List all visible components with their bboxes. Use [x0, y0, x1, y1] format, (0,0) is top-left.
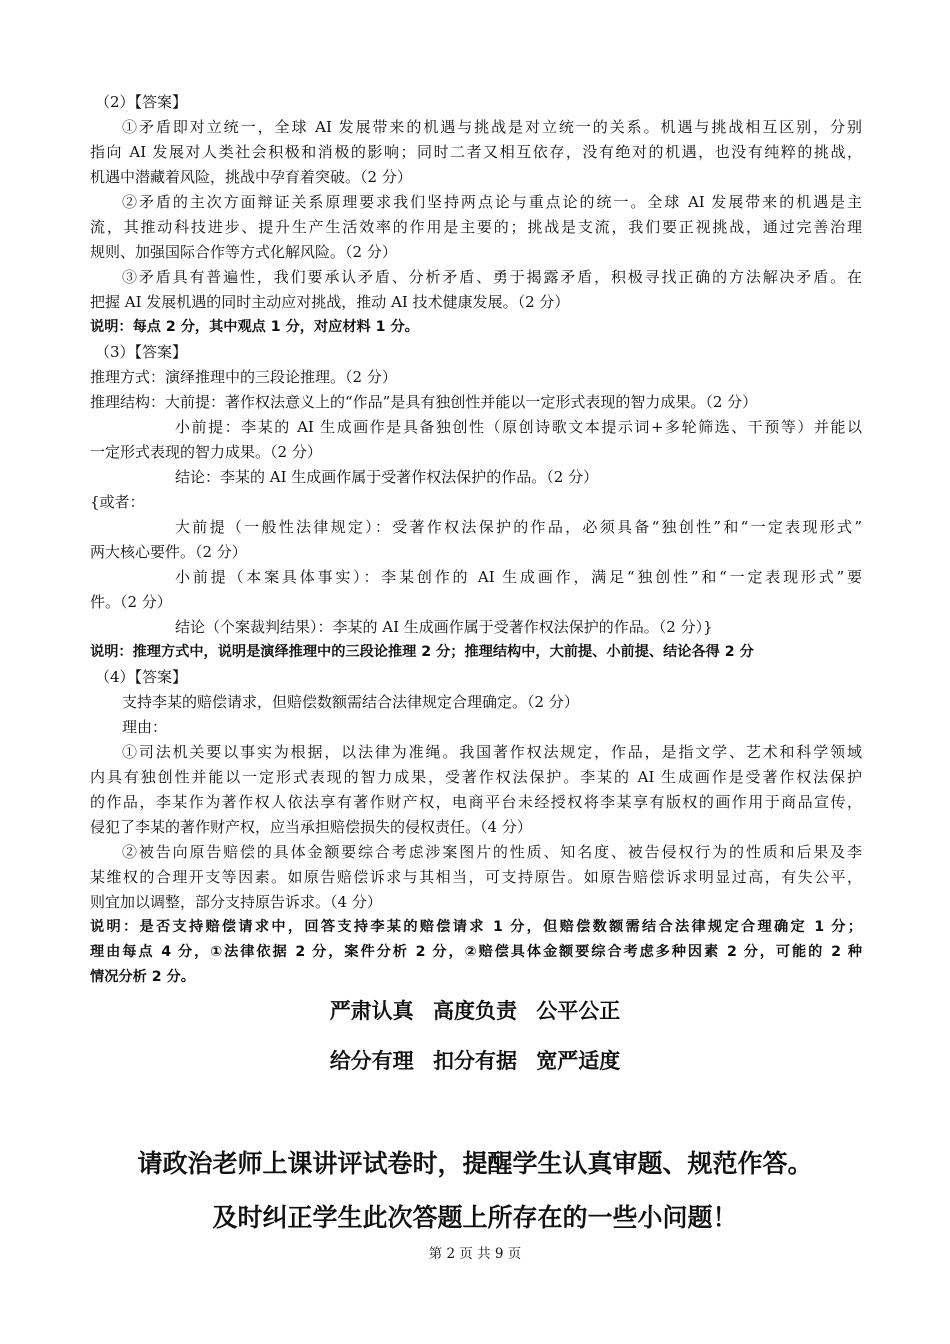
- q2-p2-line1: ②矛盾的主次方面辩证关系原理要求我们坚持两点论与重点论的统一。全球 AI 发展带来的机遇是主: [122, 193, 862, 211]
- q2-p3-line1: ③矛盾具有普遍性，我们要承认矛盾、分析矛盾、勇于揭露矛盾，积极寻找正确的方法解决矛盾。在: [122, 268, 862, 286]
- teacher-reminder-line1: 请政治老师上课讲评试卷时，提醒学生认真审题、规范作答。: [137, 1149, 813, 1178]
- q3-header: （3）【答案】: [95, 343, 188, 361]
- q3-method: 推理方式：演绎推理中的三段论推理。（2 分）: [90, 368, 397, 386]
- q3-minor-line2: 一定形式表现的智力成果。（2 分）: [90, 443, 322, 461]
- q2-p1-line1: ①矛盾即对立统一，全球 AI 发展带来的机遇与挑战是对立统一的关系。机遇与挑战相互区别，分别: [122, 118, 862, 136]
- q3-alt-major-line2: 两大核心要件。（2 分）: [90, 543, 247, 561]
- q4-scoring-note-line1: 说明：是否支持赔偿请求中，回答支持李某的赔偿请求 1 分，但赔偿数额需结合法律规定合理确定 1 分；: [90, 919, 862, 935]
- q3-alt-label: {或者：: [90, 493, 145, 511]
- q4-header: （4）【答案】: [95, 668, 188, 686]
- q4-r1-line1: ①司法机关要以事实为根据，以法律为准绳。我国著作权法规定，作品，是指文学、艺术和科学领域: [122, 743, 862, 761]
- q4-r1-line2: 内具有独创性并能以一定形式表现的智力成果，受著作权法保护。李某的 AI 生成画作是受著作权法保护: [90, 768, 862, 786]
- grading-motto-line1: 严肃认真 高度负责 公平公正: [329, 999, 621, 1023]
- teacher-reminder-line2: 及时纠正学生此次答题上所存在的一些小问题！: [212, 1203, 738, 1232]
- q4-r2-line3: 则宜加以调整，部分支持原告诉求。（4 分）: [90, 893, 382, 911]
- q3-alt-minor-line1: 小前提（本案具体事实）：李某创作的 AI 生成画作，满足“独创性”和“一定表现形式”要: [175, 568, 862, 586]
- q2-scoring-note: 说明：每点 2 分，其中观点 1 分，对应材料 1 分。: [90, 319, 419, 335]
- q4-r1-line3: 的作品，李某作为著作权人依法享有著作财产权，电商平台未经授权将李某享有版权的画作用于商品宣传，: [90, 793, 862, 811]
- q4-r2-line2: 某维权的合理开支等因素。如原告赔偿诉求与其相当，可支持原告。如原告赔偿诉求明显过高，有失公平，: [90, 868, 862, 886]
- page-number: 第 2 页 共 9 页: [428, 1246, 522, 1262]
- q2-p1-line2: 指向 AI 发展对人类社会积极和消极的影响；同时二者又相互依存，没有绝对的机遇，也没有纯粹的挑战，: [90, 143, 862, 161]
- q2-p2-line3: 规则、加强国际合作等方式化解风险。（2 分）: [90, 243, 397, 261]
- q3-alt-major-line1: 大前提（一般性法律规定）：受著作权法保护的作品，必须具备“独创性”和“一定表现形式”: [175, 518, 862, 536]
- q4-r1-line4: 侵犯了李某的著作财产权，应当承担赔偿损失的侵权责任。（4 分）: [90, 818, 532, 836]
- q4-scoring-note-line3: 情况分析 2 分。: [90, 969, 195, 985]
- q3-scoring-note: 说明：推理方式中，说明是演绎推理中的三段论推理 2 分；推理结构中，大前提、小前提、结论各得 2 分: [90, 644, 754, 660]
- q4-reason-label: 理由：: [122, 718, 168, 736]
- q2-header: （2）【答案】: [95, 93, 188, 111]
- q4-scoring-note-line2: 理由每点 4 分，①法律依据 2 分，案件分析 2 分，②赔偿具体金额要综合考虑多种因素 2 分，可能的 2 种: [90, 944, 862, 960]
- q3-alt-conclusion: 结论（个案裁判结果）：李某的 AI 生成画作属于受著作权法保护的作品。（2 分）}: [175, 618, 713, 636]
- q3-alt-minor-line2: 件。（2 分）: [90, 593, 172, 611]
- q3-major-premise: 推理结构：大前提：著作权法意义上的“作品”是具有独创性并能以一定形式表现的智力成果。（2 分）: [90, 393, 758, 411]
- q2-p3-line2: 把握 AI 发展机遇的同时主动应对挑战，推动 AI 技术健康发展。（2 分）: [90, 293, 570, 311]
- q4-stance: 支持李某的赔偿请求，但赔偿数额需结合法律规定合理确定。（2 分）: [122, 693, 579, 711]
- grading-motto-line2: 给分有理 扣分有据 宽严适度: [329, 1049, 621, 1073]
- q2-p1-line3: 机遇中潜藏着风险，挑战中孕育着突破。（2 分）: [90, 168, 412, 186]
- q3-minor-line1: 小前提：李某的 AI 生成画作是具备独创性（原创诗歌文本提示词+多轮筛选、干预等）并能以: [175, 418, 862, 436]
- q3-conclusion: 结论：李某的 AI 生成画作属于受著作权法保护的作品。（2 分）: [175, 468, 599, 486]
- q2-p2-line2: 流，其推动科技进步、提升生产生活效率的作用是主要的；挑战是支流，我们要正视挑战，通过完善治理: [90, 218, 862, 236]
- q4-r2-line1: ②被告向原告赔偿的具体金额要综合考虑涉案图片的性质、知名度、被告侵权行为的性质和后果及李: [122, 843, 862, 861]
